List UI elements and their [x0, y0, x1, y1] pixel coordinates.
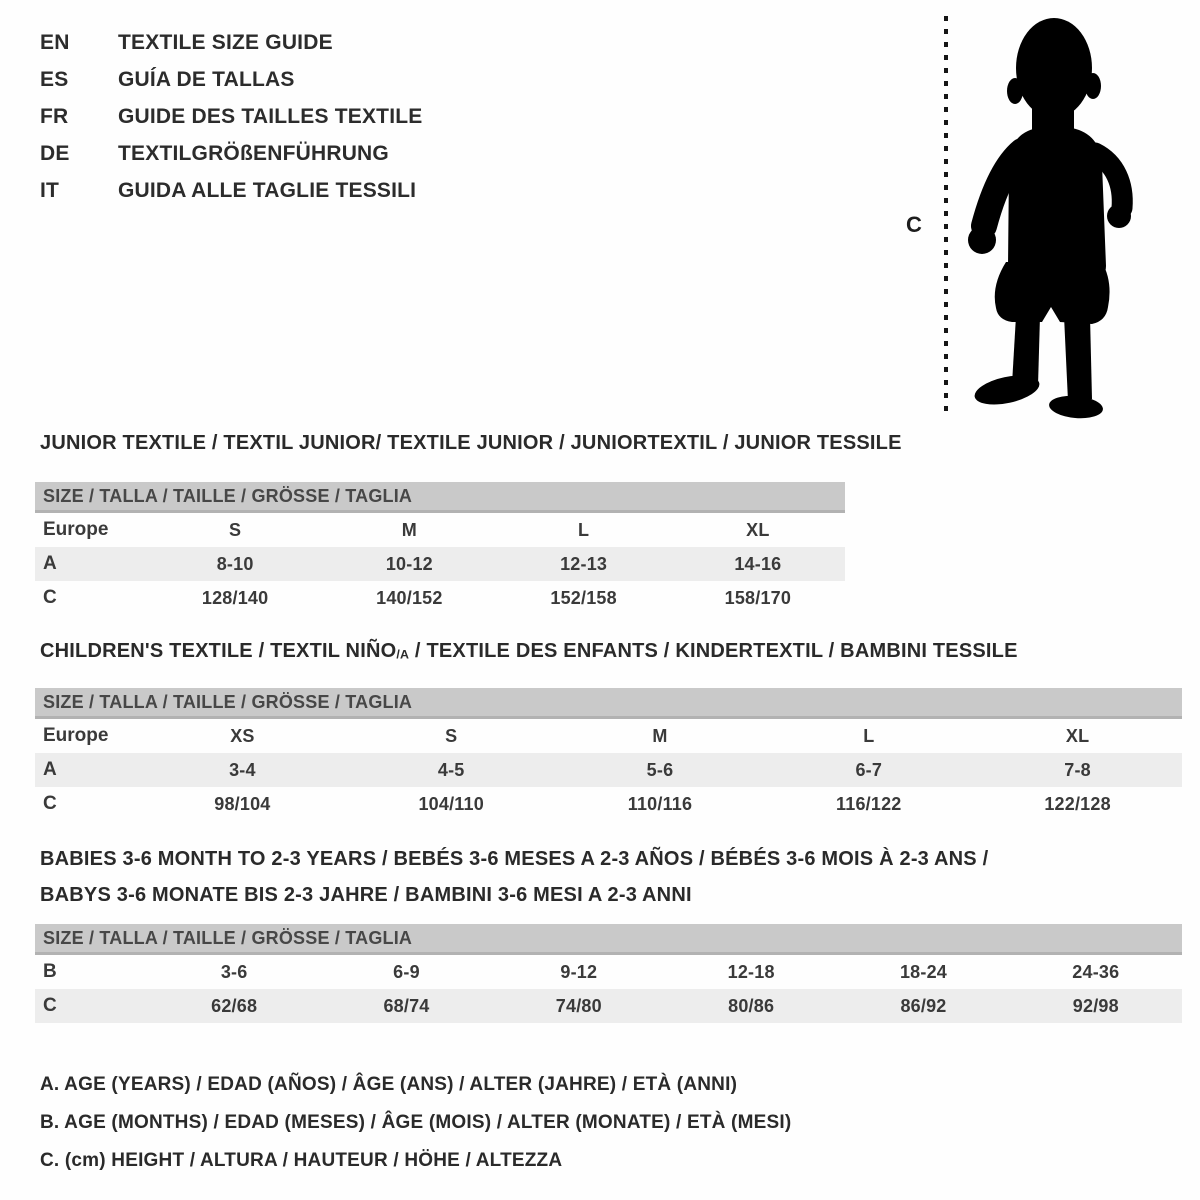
size-cell: S	[445, 725, 458, 746]
height-cell: 68/74	[383, 995, 430, 1016]
legend-line-a: A. AGE (YEARS) / EDAD (AÑOS) / ÂGE (ANS) / ALTER (JAHRE) / ETÀ (ANNI)	[40, 1074, 738, 1095]
age-cell: 5-6	[646, 759, 674, 780]
height-cell: 116/122	[836, 793, 902, 814]
height-cell: 86/92	[900, 995, 947, 1016]
measure-label-c: C	[906, 212, 922, 237]
children-heading-sub: /A	[396, 647, 410, 662]
children-heading-post: / TEXTILE DES ENFANTS / KINDERTEXTIL / BAMBINI TESSILE	[409, 640, 1018, 662]
language-row-de	[40, 135, 422, 172]
babies-size-table	[35, 924, 1182, 1023]
row-label: A	[43, 759, 57, 780]
measurement-legend	[40, 1066, 791, 1180]
language-code: EN	[40, 30, 70, 54]
table-row-height	[35, 989, 1182, 1023]
months-cell: 9-12	[560, 961, 598, 982]
language-title-block	[40, 24, 422, 209]
age-cell: 7-8	[1064, 759, 1091, 780]
language-code: FR	[40, 104, 69, 128]
height-cell: 104/110	[418, 793, 484, 814]
size-header-bar: SIZE / TALLA / TAILLE / GRÖSSE / TAGLIA	[35, 482, 845, 513]
age-cell: 14-16	[734, 553, 782, 574]
children-size-table	[35, 688, 1182, 821]
months-cell: 18-24	[899, 961, 947, 982]
height-cell: 152/158	[550, 587, 617, 608]
height-cell: 92/98	[1072, 995, 1119, 1016]
size-header-bar: SIZE / TALLA / TAILLE / GRÖSSE / TAGLIA	[35, 688, 1182, 719]
age-cell: 4-5	[437, 759, 465, 780]
legend-line-b: B. AGE (MONTHS) / EDAD (MESES) / ÂGE (MOIS) / ALTER (MONATE) / ETÀ (MESI)	[40, 1112, 792, 1133]
size-header-bar: SIZE / TALLA / TAILLE / GRÖSSE / TAGLIA	[35, 924, 1182, 955]
age-cell: 6-7	[855, 759, 883, 780]
language-row-en	[40, 24, 422, 61]
children-heading-pre: CHILDREN'S TEXTILE / TEXTIL NIÑO	[40, 640, 397, 662]
months-cell: 12-18	[727, 961, 775, 982]
legend-line-c: C. (cm) HEIGHT / ALTURA / HAUTEUR / HÖHE / ALTEZZA	[40, 1150, 563, 1171]
babies-section-heading-line1: BABIES 3-6 MONTH TO 2-3 YEARS / BEBÉS 3-6 MESES A 2-3 AÑOS / BÉBÉS 3-6 MOIS À 2-3 ANS /	[40, 848, 989, 870]
table-row-age	[35, 753, 1182, 787]
language-code: DE	[40, 141, 70, 165]
height-cell: 140/152	[376, 587, 443, 608]
height-cell: 98/104	[214, 793, 271, 814]
height-cell: 158/170	[724, 587, 792, 608]
height-cell: 80/86	[728, 995, 775, 1016]
junior-section-heading: JUNIOR TEXTILE / TEXTIL JUNIOR/ TEXTILE JUNIOR / JUNIORTEXTIL / JUNIOR TESSILE	[40, 432, 902, 454]
table-row-height	[35, 581, 845, 615]
row-label: C	[43, 587, 57, 608]
guide-title: TEXTILGRÖßENFÜHRUNG	[118, 141, 389, 165]
height-measure-line	[942, 14, 950, 418]
guide-title: TEXTILE SIZE GUIDE	[118, 30, 333, 54]
size-cell: XL	[1065, 725, 1090, 746]
height-cell: 74/80	[555, 995, 602, 1016]
height-cell: 128/140	[201, 587, 269, 608]
table-row-europe	[35, 513, 845, 547]
guide-title: GUIDA ALLE TAGLIE TESSILI	[118, 178, 417, 202]
table-row-age	[35, 547, 845, 581]
row-label: A	[43, 553, 57, 574]
size-cell: M	[652, 725, 668, 746]
children-section-heading	[40, 640, 1018, 663]
table-row-europe	[35, 719, 1182, 753]
age-cell: 8-10	[216, 553, 254, 574]
table-row-height	[35, 787, 1182, 821]
months-cell: 24-36	[1072, 961, 1120, 982]
table-row-months	[35, 955, 1182, 989]
guide-title: GUIDE DES TAILLES TEXTILE	[118, 104, 423, 128]
language-code: IT	[40, 178, 60, 202]
language-row-fr	[40, 98, 422, 135]
size-cell: L	[863, 725, 875, 746]
toddler-silhouette-image	[962, 16, 1142, 421]
babies-section-heading-line2: BABYS 3-6 MONATE BIS 2-3 JAHRE / BAMBINI 3-6 MESI A 2-3 ANNI	[40, 884, 692, 906]
language-code: ES	[40, 67, 69, 91]
size-cell: S	[229, 519, 242, 540]
age-cell: 3-4	[229, 759, 256, 780]
size-cell: XS	[230, 725, 255, 746]
guide-title: GUÍA DE TALLAS	[118, 67, 295, 91]
language-row-it	[40, 172, 422, 209]
language-row-es	[40, 61, 422, 98]
row-label: C	[43, 793, 57, 814]
height-cell: 122/128	[1044, 793, 1111, 814]
size-cell: XL	[746, 519, 770, 540]
size-cell: M	[401, 519, 417, 540]
junior-size-table	[35, 482, 845, 615]
row-label: C	[43, 995, 57, 1016]
age-cell: 12-13	[560, 553, 608, 574]
row-label: B	[43, 961, 57, 982]
months-cell: 6-9	[393, 961, 420, 982]
row-label: Europe	[43, 519, 109, 540]
months-cell: 3-6	[220, 961, 248, 982]
height-cell: 110/116	[627, 793, 693, 814]
size-cell: L	[578, 519, 590, 540]
age-cell: 10-12	[385, 553, 433, 574]
height-cell: 62/68	[211, 995, 258, 1016]
row-label: Europe	[43, 725, 109, 746]
